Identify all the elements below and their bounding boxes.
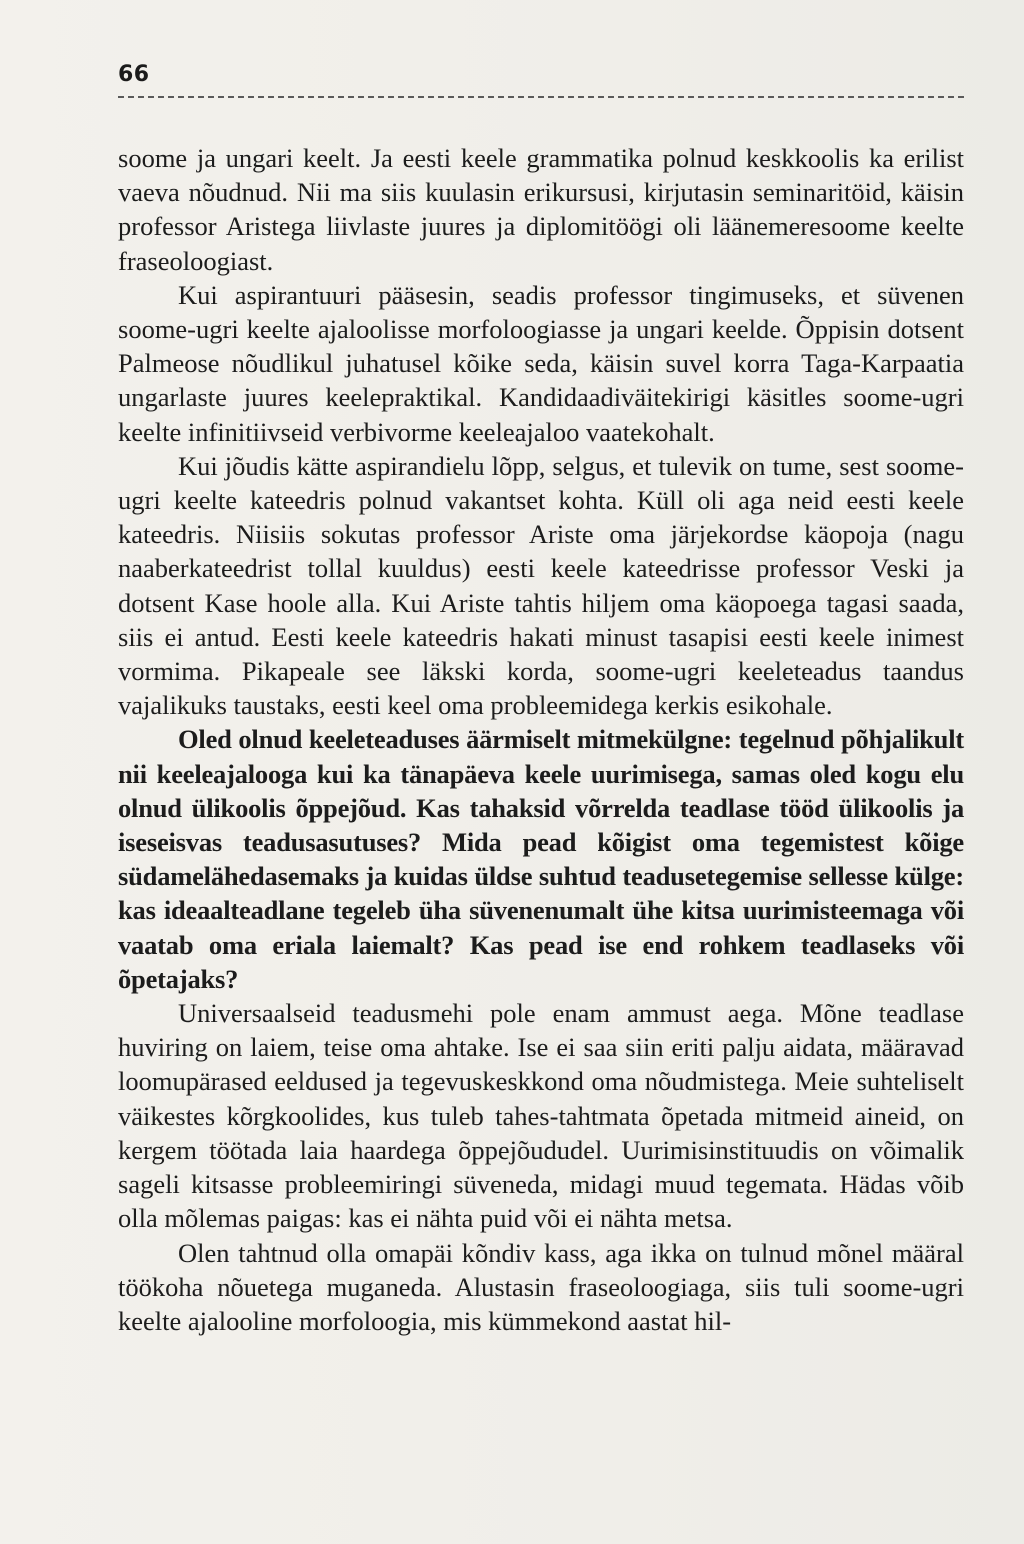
paragraph-aspirandielu: Kui jõudis kätte aspirandielu lõpp, selgus, et tulevik on tume, sest soome-ugri keelte kateedris polnud vakantset kohta. Küll oli aga neid eesti keele kateedris. Niisiis sokutas professor Ariste oma järjekordse käopoja (nagu naaberkateedrist tollal kuuldus) eesti keele kateedrisse professor Veski ja dotsent Kase hoole alla. Kui Ariste tahtis hiljem oma käopoega tagasi saada, siis ei antud. Eesti keele kateedris hakati minust tasapisi eesti keele inimest vormima. Pikapeale see läkski korda, soome-ugri keeleteadus taandus vajalikuks taustaks, eesti keel oma probleemidega kerkis esikohale. (118, 450, 964, 721)
paragraph-continued: soome ja ungari keelt. Ja eesti keele grammatika polnud keskkoolis ka erilist vaeva nõudnud. Nii ma siis kuulasin erikursusi, kirjutasin seminaritöid, käisin professor Aristega liivlaste juures ja diplomitöögi oli läänemeresoome keelte fraseoloogiast. (118, 143, 964, 276)
paragraph-omapai-kass: Olen tahtnud olla omapäi kõndiv kass, aga ikka on tulnud mõnel määral töökoha nõuetega muganeda. Alustasin fraseoloogiaga, siis tuli soome-ugri keelte ajalooline morfoloogia, mis kümmekond aastat hil- (118, 1237, 964, 1336)
header-dashed-rule (118, 96, 964, 98)
interview-question: Oled olnud keeleteaduses äärmiselt mitmekülgne: tegelnud põhjalikult nii keeleajalooga kui ka tänapäeva keele uurimisega, samas oled kogu elu olnud ülikoolis õppejõud. Kas tahaksid võrrelda teadlase tööd ülikoolis ja iseseisvas teadusasutuses? Mida pead kõigist oma tegemistest kõige südamelähedasemaks ja kuidas üldse suhtud teadusetegemise sellesse külge: kas ideaalteadlane tegeleb üha süvenenumalt ühe kitsa uurimisteemaga või vaatab oma eriala laiemalt? Kas pead ise end rohkem teadlaseks või õpetajaks? (118, 724, 964, 994)
paragraph-universaalseid: Universaalseid teadusmehi pole enam ammust aega. Mõne teadlase huviring on laiem, teise oma ahtake. Ise ei saa siin eriti palju aidata, määravad loomupärased eeldused ja tegevuskeskkond oma nõudmistega. Meie suhteliselt väikestes kõrgkoolides, kus tuleb tahes-tahtmata õpetada mitmeid aineid, on kergem töötada laia haardega õppejõududel. Uurimisinstituudis on võimalik sageli kitsasse probleemiringi süveneda, midagi muud tegemata. Hädas võib olla mõlemas paigas: kas ei nähta puid või ei nähta metsa. (118, 998, 964, 1234)
paragraph-aspirantuur: Kui aspirantuuri pääsesin, seadis professor tingimuseks, et süvenen soome-ugri keelte ajaloolisse morfoloogiasse ja ungari keelde. Õppisin dotsent Palmeose nõudlikul juhatusel kõike seda, käisin suvel korra Taga-Karpaatia ungarlaste juures keelepraktikal. Kandidaadiväitekirigi käsitles soome-ugri keelte infinitiivseid verbivorme keeleajaloo vaatekohalt. (118, 279, 964, 447)
body-text (118, 141, 964, 1338)
page-number: 66 (118, 62, 150, 87)
